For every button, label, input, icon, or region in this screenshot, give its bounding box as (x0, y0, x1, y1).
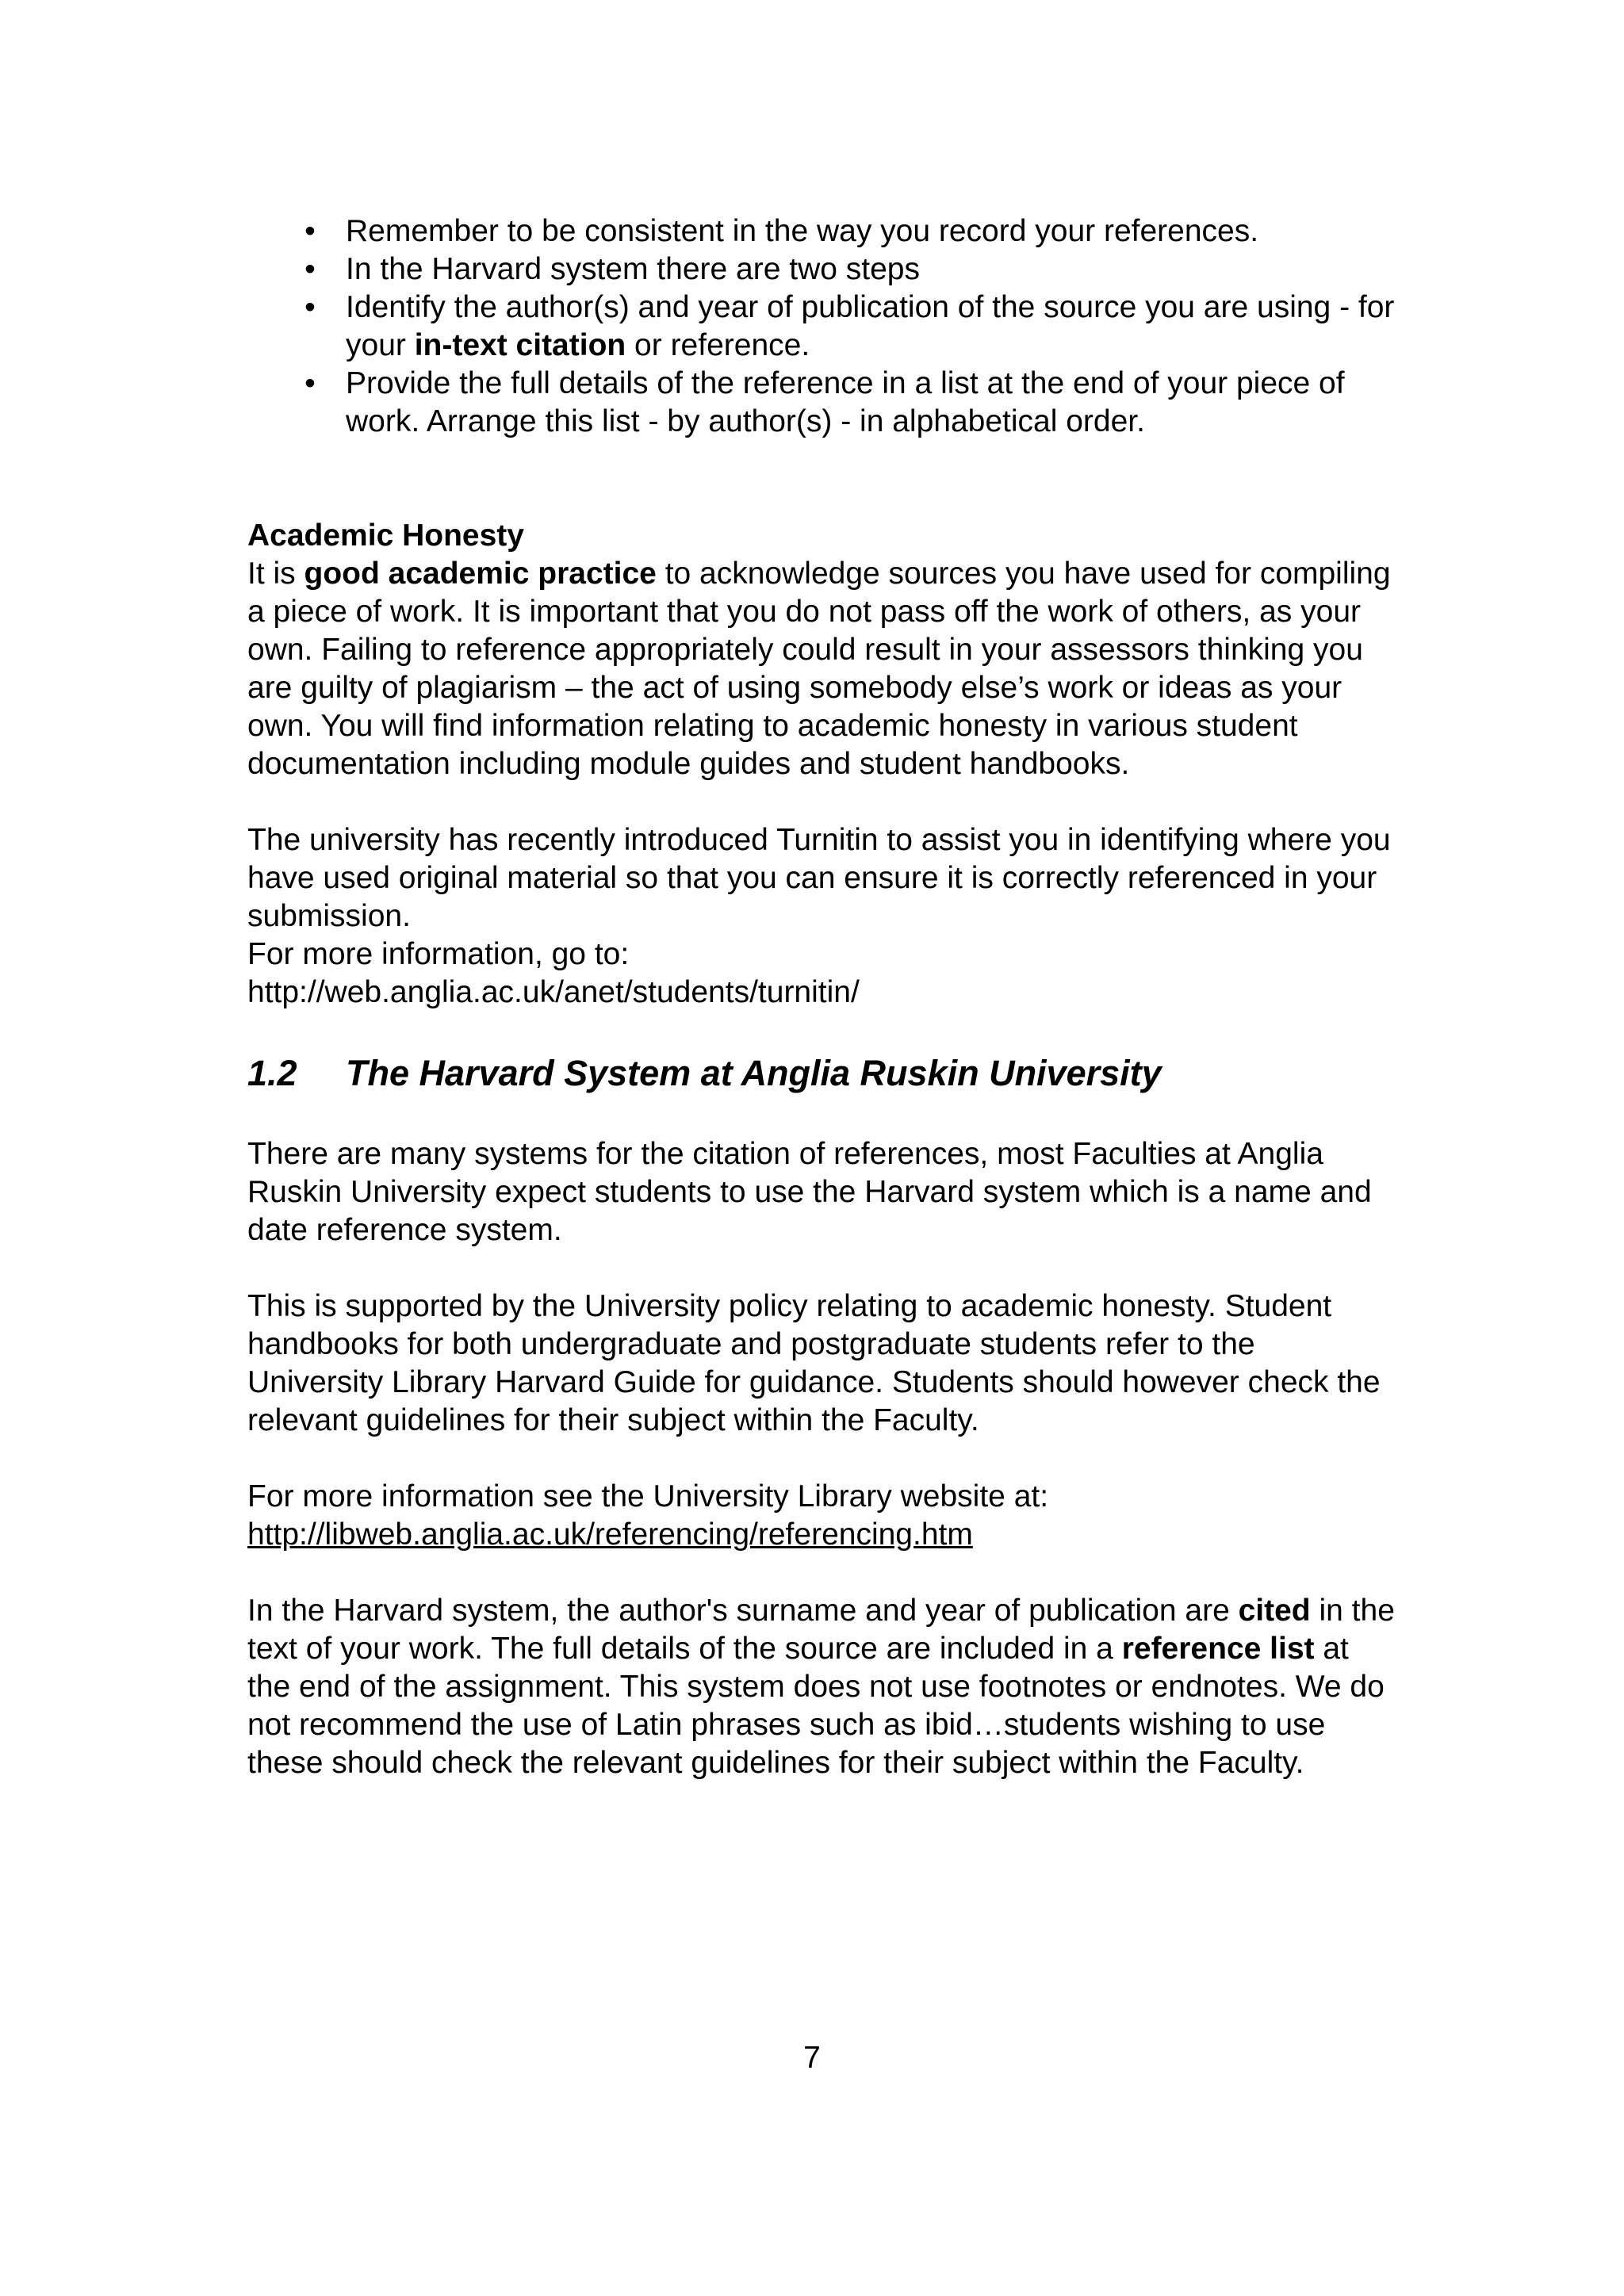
list-item (247, 289, 1397, 365)
university-policy-paragraph: This is supported by the University policy relating to academic honesty. Student handbooks for both undergraduate and postgraduate students refer to the University Library Harvard Guide for guidance. Students should however check the relevant guidelines for their subject within the Faculty. (247, 1289, 1381, 1437)
section-heading (247, 1050, 1397, 1097)
paragraph-text: at the end of the assignment. This system does not use footnotes or endnotes. We do not recommend the use of Latin phrases such as ibid…students wishing to use these should check the relevant guidelines for their subject within the Faculty. (247, 1632, 1385, 1780)
list-item (247, 251, 1397, 289)
bullet-bold-term: in-text citation (414, 328, 626, 362)
bold-term-cited: cited (1238, 1594, 1311, 1628)
more-info-label: For more information, go to: (247, 937, 630, 971)
bullet-text: Provide the full details of the reference in a list at the end of your piece of work. Arrange this list - by author(s) - in alphabetical order. (346, 366, 1345, 438)
library-website-label: For more information see the University Library website at: (247, 1479, 1049, 1513)
document-page (247, 212, 1397, 1782)
bullet-icon: • (304, 366, 316, 400)
bullet-text: Remember to be consistent in the way you record your references. (346, 214, 1259, 248)
turnitin-paragraph: The university has recently introduced Turnitin to assist you in identifying where you have used original material so that you can ensure it is correctly referenced in your submission. (247, 823, 1391, 933)
library-referencing-link[interactable]: http://libweb.anglia.ac.uk/referencing/referencing.htm (247, 1517, 973, 1552)
bullet-text: In the Harvard system there are two steps (346, 252, 920, 286)
academic-honesty-paragraph (247, 555, 1397, 783)
list-item (247, 365, 1397, 441)
steps-bullet-list (247, 212, 1397, 441)
paragraph-text: In the Harvard system, the author's surname and year of publication are (247, 1594, 1239, 1628)
paragraph-text: It is (247, 557, 304, 591)
list-item (247, 212, 1397, 251)
bullet-text-post: or reference. (626, 328, 810, 362)
paragraph-text: to acknowledge sources you have used for compiling a piece of work. It is important that you do not pass off the work of others, as your own. Failing to reference appropriately could result in your assessors thinking you are guilty of plagiarism – the act of using somebody else’s work or ideas as your own. You will find information relating to academic honesty in various student documentation including module guides and student handbooks. (247, 557, 1391, 781)
bullet-icon: • (304, 290, 316, 324)
bold-term-reference-list: reference list (1121, 1632, 1315, 1666)
bullet-text-pre: Identify the author(s) and year of publication of the source you are using - for your (346, 290, 1395, 362)
paragraph-text: in the text of your work. The full details of the source are included in a (247, 1594, 1395, 1666)
bullet-icon: • (304, 252, 316, 286)
section-number: 1.2 (247, 1053, 297, 1093)
bullet-icon: • (304, 214, 316, 248)
section-title: The Harvard System at Anglia Ruskin University (346, 1053, 1162, 1093)
bold-term: good academic practice (304, 557, 657, 591)
turnitin-url: http://web.anglia.ac.uk/anet/students/turnitin/ (247, 975, 860, 1009)
harvard-system-paragraph (247, 1592, 1397, 1782)
page-number: 7 (803, 2041, 821, 2075)
citation-systems-paragraph: There are many systems for the citation of references, most Faculties at Anglia Ruskin University expect students to use the Harvard system which is a name and date reference system. (247, 1137, 1372, 1247)
academic-honesty-heading: Academic Honesty (247, 519, 524, 553)
